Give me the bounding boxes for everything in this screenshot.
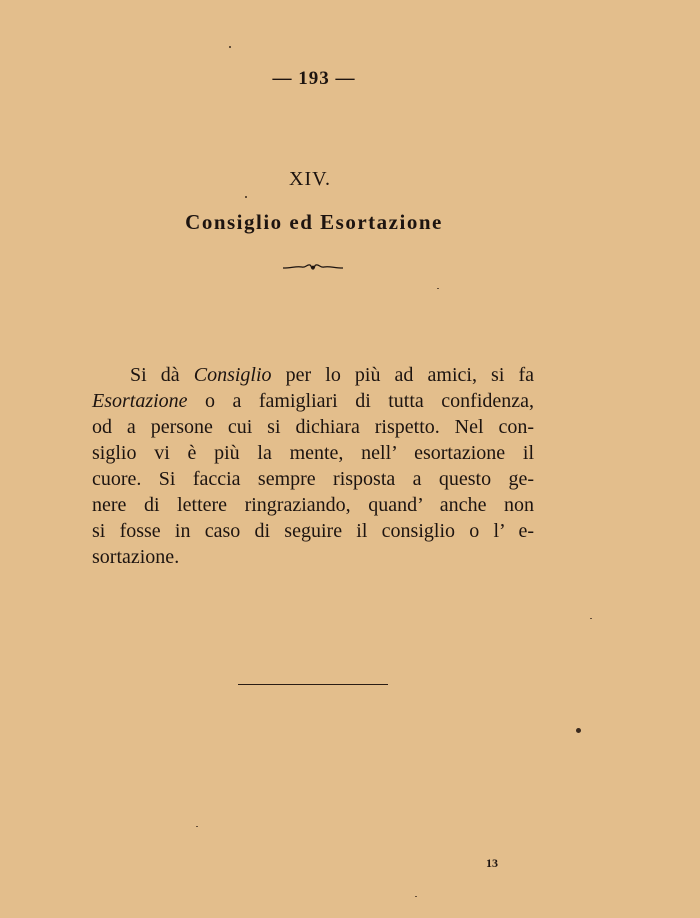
ink-speck xyxy=(245,196,247,198)
ink-speck xyxy=(576,728,581,733)
text-line xyxy=(92,518,534,544)
ink-speck xyxy=(196,826,198,827)
text-line xyxy=(92,440,534,466)
italic-term: Consiglio xyxy=(193,364,272,386)
text-line xyxy=(92,388,534,414)
ink-speck xyxy=(229,46,231,48)
text-run: o a famigliari di tutta confidenza, xyxy=(187,390,534,412)
text-line xyxy=(92,544,534,570)
text-line xyxy=(92,466,534,492)
ink-speck xyxy=(590,618,592,619)
text-line xyxy=(92,492,534,518)
text-run: per lo più ad amici, si fa xyxy=(271,364,535,386)
ink-speck xyxy=(415,896,417,897)
chapter-number: XIV. xyxy=(289,168,331,190)
text-line xyxy=(92,414,534,440)
text-run: si fosse in caso di seguire il consiglio o l’ e- xyxy=(92,520,534,542)
text-run: siglio vi è più la mente, nell’ esortazione il xyxy=(92,442,534,464)
ornament-flourish-icon xyxy=(282,260,344,274)
text-run: Si dà xyxy=(130,364,194,386)
italic-term: Esortazione xyxy=(92,390,188,412)
text-run: nere di lettere ringraziando, quand’ anche non xyxy=(92,494,534,516)
body-paragraph xyxy=(92,362,534,570)
horizontal-rule xyxy=(238,684,388,685)
page-number: — 193 — xyxy=(272,68,356,89)
text-run: od a persone cui si dichiara rispetto. Nel con- xyxy=(92,416,534,438)
signature-mark: 13 xyxy=(486,856,498,870)
text-line xyxy=(92,362,534,388)
ink-speck xyxy=(437,288,439,289)
chapter-title: Consiglio ed Esortazione xyxy=(185,210,443,234)
text-run: cuore. Si faccia sempre risposta a questo ge- xyxy=(92,468,534,490)
text-run: sortazione. xyxy=(92,546,180,568)
